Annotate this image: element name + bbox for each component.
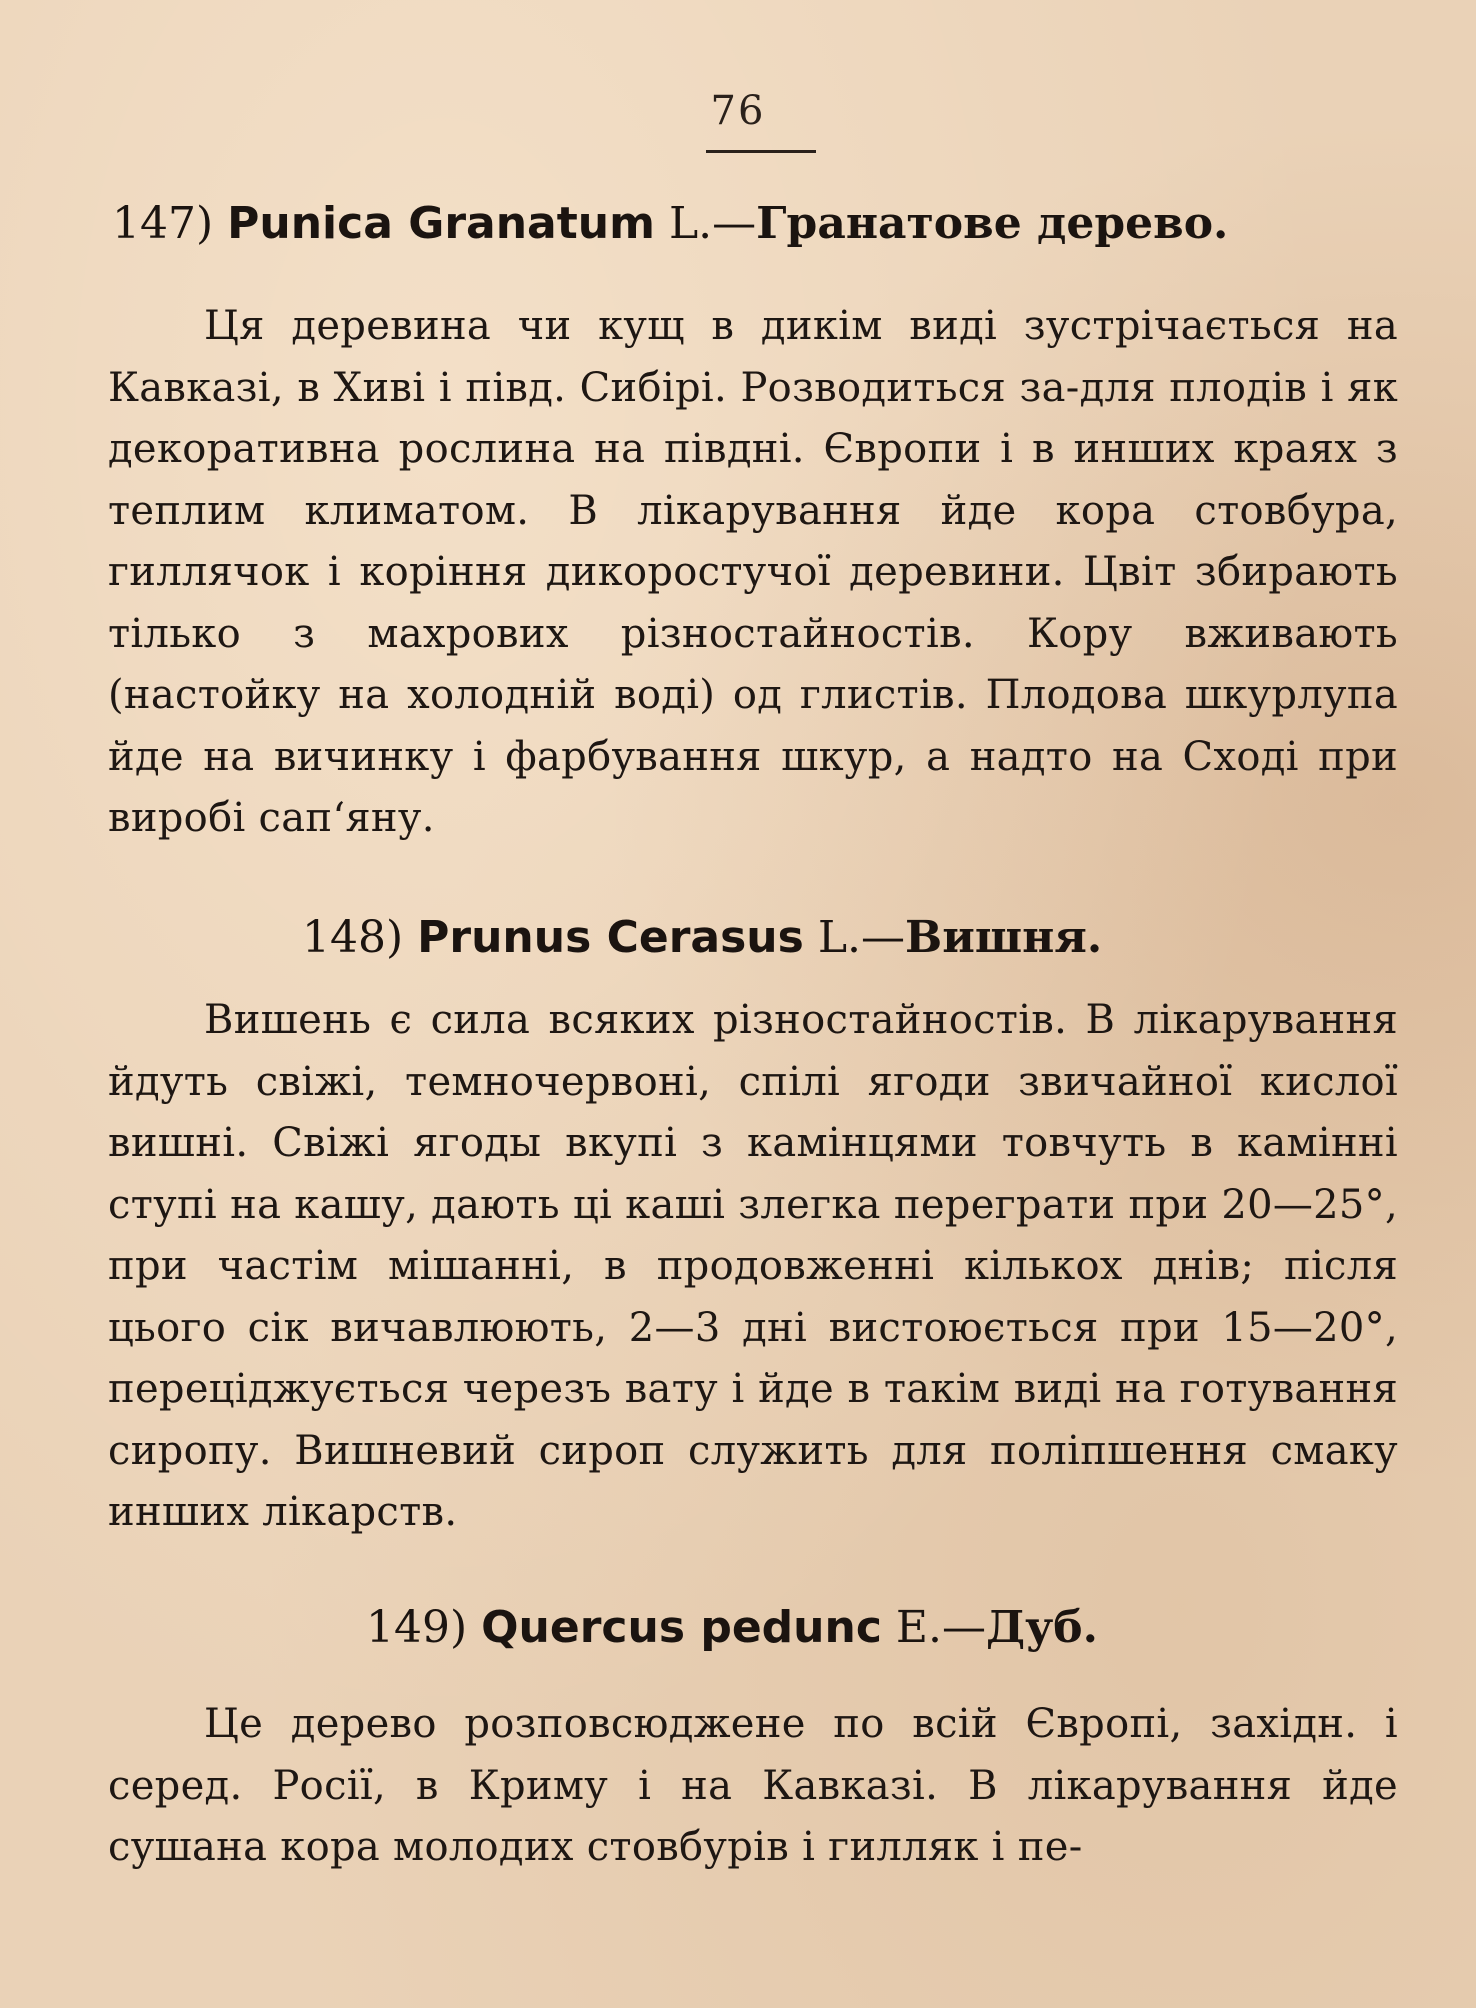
latin-name: Punica Granatum <box>227 198 655 249</box>
common-name: Дуб. <box>986 1602 1098 1653</box>
latin-name: Quercus pedunc <box>481 1602 882 1653</box>
entry-147-heading <box>112 198 1228 249</box>
heading-separator: — <box>712 198 757 249</box>
entry-148-text: Вишень є сила всяких різностайностів. В лікарування йдуть свіжі, темночервоні, спілі ягоди звичайної кислої вишні. Свіжі ягоды вкупі з камінцями товчуть в камінні ступі на кашу, дають ці каші злегка переграти при 20—25°, при частім мішанні, в продовженні кількох днів; після цього сік вичавлюють, 2—3 дні вистоюється при 15—20°, переціджується черезъ вату і йде в такім виді на готування сиропу. Вишневий сироп служить для поліпшення смаку инших лікарств. <box>108 997 1398 1535</box>
latin-name: Prunus Cerasus <box>417 912 804 963</box>
heading-separator: — <box>942 1602 987 1653</box>
author-abbrev: E. <box>895 1602 943 1653</box>
entry-number: 148) <box>302 912 404 963</box>
entry-number: 149) <box>366 1602 468 1653</box>
common-name: Гранатове дерево. <box>756 198 1229 249</box>
author-abbrev: L. <box>817 912 862 963</box>
entry-147-text: Ця деревина чи кущ в дикім виді зустрічається на Кавказі, в Хиві і півд. Сибірі. Розводиться за-для плодів і як декоративна рослина на півдні. Європи і в инших краях з теплим климатом. В лікарування йде кора стовбура, гиллячок і коріння дикоростучої деревини. Цвіт збирають тілько з махрових різностайностів. Кору вживають (настойку на холодній воді) од глистів. Плодова шкурлупа йде на вичинку і фарбування шкур, а надто на Сході при виробі сап‘яну. <box>108 303 1398 841</box>
page-number: 76 <box>710 88 766 134</box>
page-number-rule <box>706 150 816 153</box>
entry-149-heading <box>366 1602 1098 1653</box>
heading-separator: — <box>861 912 906 963</box>
entry-148-heading <box>302 912 1102 963</box>
common-name: Вишня. <box>905 912 1103 963</box>
entry-number: 147) <box>112 198 214 249</box>
entry-149-text: Це дерево розповсюджене по всій Європі, західн. і серед. Росії, в Криму і на Кавказі. В лікарування йде сушана кора молодих стовбурів і гилляк і пе- <box>108 1701 1398 1870</box>
author-abbrev: L. <box>668 198 713 249</box>
